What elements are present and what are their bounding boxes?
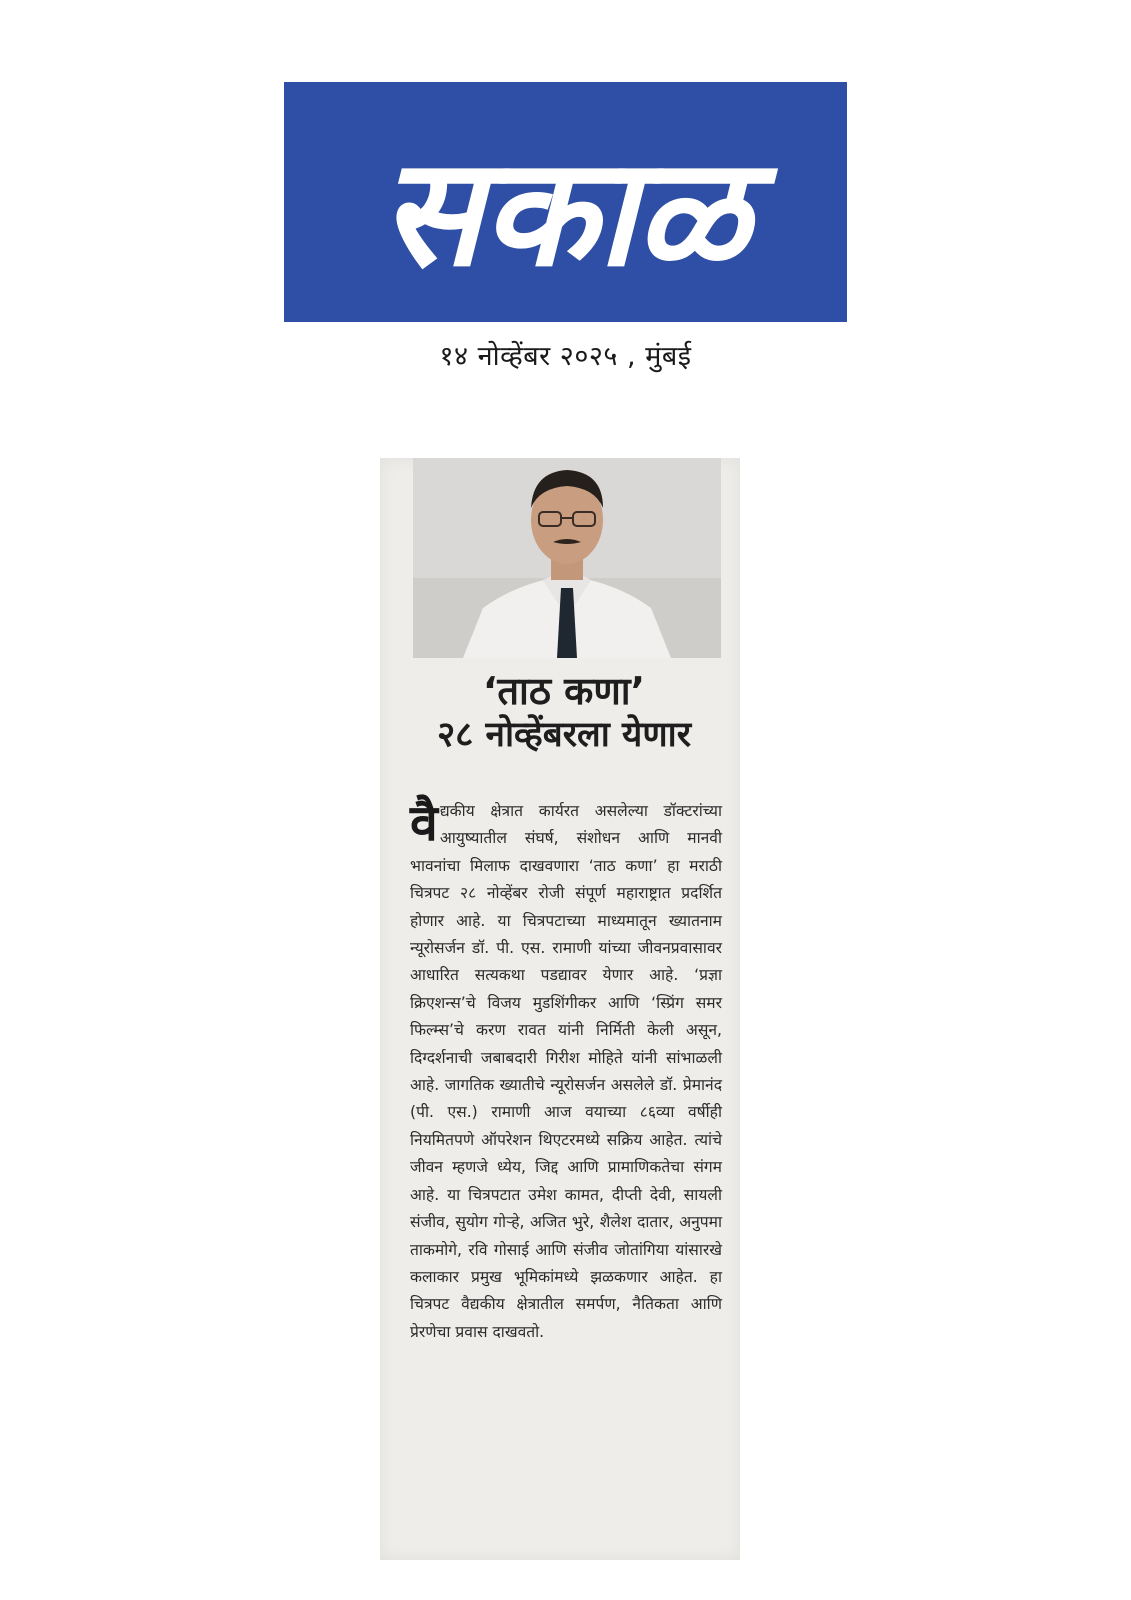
newspaper-logo-text: सकाळ: [380, 126, 750, 300]
portrait-photo: [413, 458, 721, 658]
article-body: [410, 794, 722, 1346]
portrait-photo-icon: [413, 458, 721, 658]
drop-cap: वै: [410, 794, 438, 852]
newspaper-logo: [284, 82, 847, 322]
headline-subtitle: २८ नोव्हेंबरला येणार: [436, 715, 692, 756]
headline: [394, 668, 734, 757]
masthead-banner: [284, 82, 847, 322]
headline-title: ‘ताठ कणा’: [482, 669, 646, 713]
article-text: द्यकीय क्षेत्रात कार्यरत असलेल्या डॉक्टरांच्या आयुष्यातील संघर्ष, संशोधन आणि मानवी भावनांचा मिलाफ दाखवणारा ‘ताठ कणा’ हा मराठी चित्रपट २८ नोव्हेंबर रोजी संपूर्ण महाराष्ट्रात प्रदर्शित होणार आहे. या चित्रपटाच्या माध्यमातून ख्यातनाम न्यूरोसर्जन डॉ. पी. एस. रामाणी यांच्या जीवनप्रवासावर आधारित सत्यकथा पडद्यावर येणार आहे. ‘प्रज्ञा क्रिएशन्स’चे विजय मुडशिंगीकर आणि ‘स्प्रिंग समर फिल्म्स’चे करण रावत यांनी निर्मिती केली असून, दिग्दर्शनाची जबाबदारी गिरीश मोहिते यांनी सांभाळली आहे. जागतिक ख्यातीचे न्यूरोसर्जन असलेले डॉ. प्रेमानंद (पी. एस.) रामाणी आज वयाच्या ८६व्या वर्षीही नियमितपणे ऑपरेशन थिएटरमध्ये सक्रिय आहेत. त्यांचे जीवन म्हणजे ध्येय, जिद्द आणि प्रामाणिकतेचा संगम आहे. या चित्रपटात उमेश कामत, दीप्ती देवी, सायली संजीव, सुयोग गोऱ्हे, अजित भुरे, शैलेश दातार, अनुपमा ताकमोगे, रवि गोसाई आणि संजीव जोतांगिया यांसारखे कलाकार प्रमुख भूमिकांमध्ये झळकणार आहेत. हा चित्रपट वैद्यकीय क्षेत्रातील समर्पण, नैतिकता आणि प्रेरणेचा प्रवास दाखवतो.: [410, 802, 722, 1341]
news-clipping: [380, 458, 740, 1560]
dateline: १४ नोव्हेंबर २०२५ , मुंबई: [439, 341, 692, 372]
